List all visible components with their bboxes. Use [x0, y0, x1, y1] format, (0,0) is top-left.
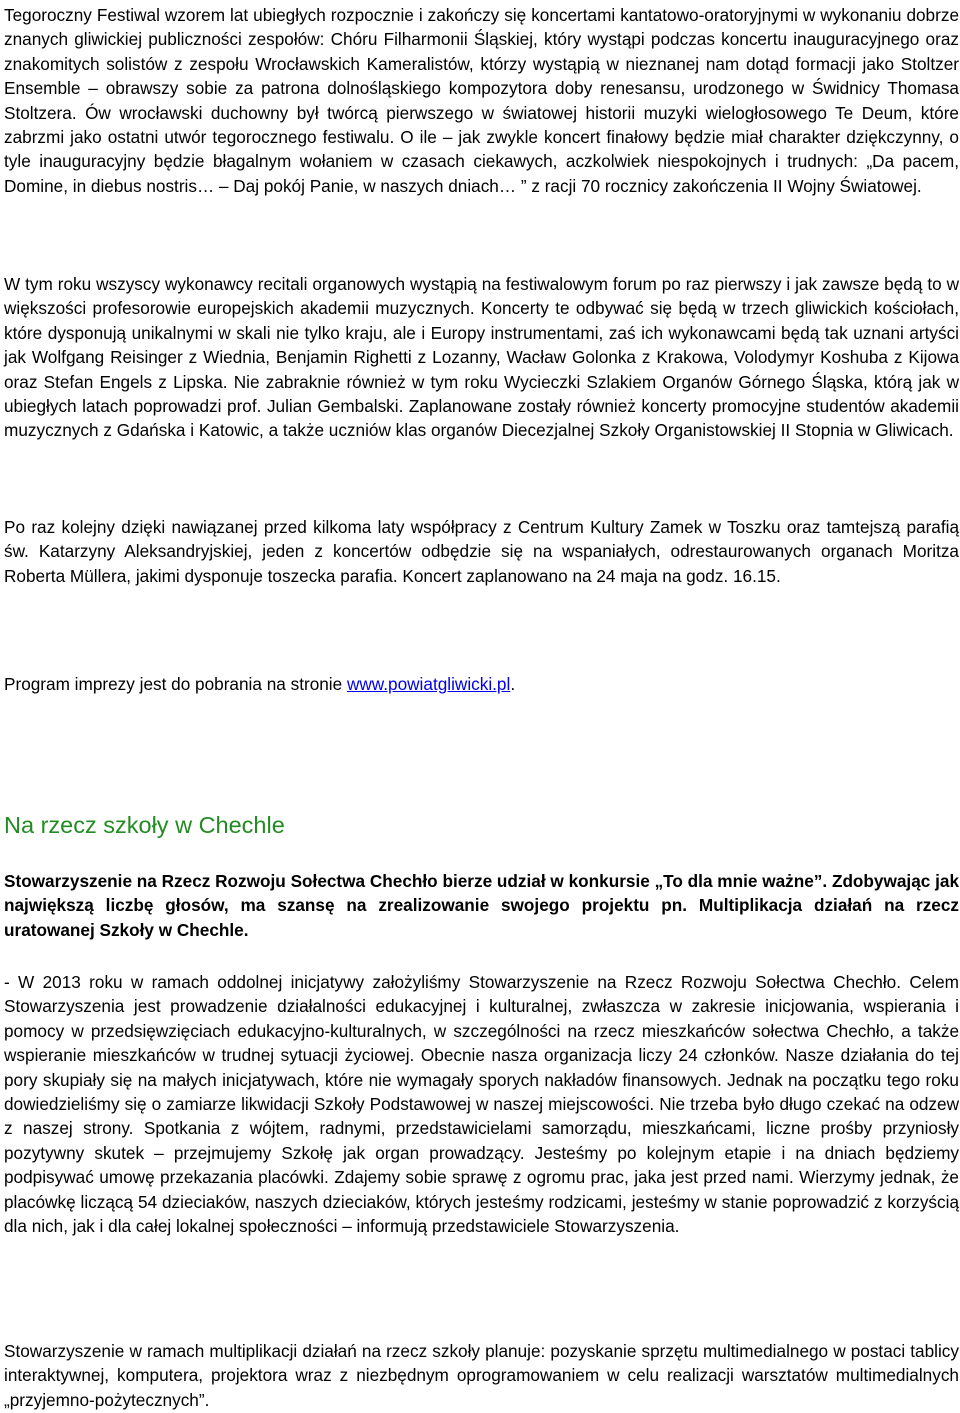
section-heading: Na rzecz szkoły w Chechle	[4, 812, 285, 838]
paragraph-organ-recitals: W tym roku wszyscy wykonawcy recitali organowych wystąpią na festiwalowym forum po raz pierwszy i jak zawsze będą to w większości profesorowie europejskich akademii muzycznych. Koncerty te odbywać się będą w trzech gliwickich kościołach, które dysponują unikalnymi w skali nie tylko kraju, ale i Europy instrumentami, zaś ich wykonawcami będą tak uznani artyści jak Wolfgang Reisinger z Wiednia, Benjamin Righetti z Lozanny, Wacław Golonka z Krakowa, Volodymyr Koshuba z Kijowa oraz Stefan Engels z Lipska. Nie zabraknie również w tym roku Wycieczki Szlakiem Organów Górnego Śląska, którą jak w ubiegłych latach poprowadzi prof. Julian Gembalski. Zaplanowane zostały również koncerty promocyjne studentów akademii muzycznych z Gdańska i Katowic, a także uczniów klas organów Diecezjalnej Szkoły Organistowskiej II Stopnia w Gliwicach.	[4, 274, 959, 441]
program-text: Program imprezy jest do pobrania na stronie	[4, 674, 347, 694]
program-end: .	[510, 674, 516, 694]
paragraph-association: - W 2013 roku w ramach oddolnej inicjatywy założyliśmy Stowarzyszenie na Rzecz Rozwoju Sołectwa Chechło. Celem Stowarzyszenia jest prowadzenie działalności edukacyjnej i kulturalnej, zwłaszcza w zakresie inicjowania, wspierania i pomocy w przedsięwzięciach edukacyjno-kulturalnych, w szczególności na rzecz mieszkańców sołectwa Chechło, a także wspieranie mieszkańców w trudnej sytuacji życiowej. Obecnie nasza organizacja liczy 24 członków. Nasze działania do tej pory skupiały się na małych inicjatywach, które nie wymagały sporych nakładów finansowych. Jednak na początku tego roku dowiedzieliśmy się o zamiarze likwidacji Szkoły Podstawowej w naszej miejscowości. Nie trzeba było długo czekać na odzew z naszej strony. Spotkania z wójtem, radnymi, przedstawicielami samorządu, mieszkańcami, liczne prośby przyniosły pozytywny skutek – przejmujemy Szkołę jak organ prowadzący. Jesteśmy po kolejnym etapie i na dniach będziemy podpisywać umowę przekazania placówki. Zdajemy sobie sprawę z ogromu prac, jaka jest przed nami. Wierzymy jednak, że placówkę liczącą 54 dzieciaków, naszych dzieciaków, których jesteśmy rodzicami, jesteśmy w stanie poprowadzić z korzyścią dla nich, jak i dla całej lokalnej społeczności – informują przedstawiciele Stowarzyszenia.	[4, 972, 959, 1237]
program-link[interactable]: www.powiatgliwicki.pl	[346, 674, 511, 694]
lead-paragraph: Stowarzyszenie na Rzecz Rozwoju Sołectwa Chechło bierze udział w konkursie „To dla mnie ważne”. Zdobywając jak największą liczbę głosów, ma szansę na zrealizowanie swojego projektu pn. Multiplikacja działań na rzecz uratowanej Szkoły w Chechle.	[4, 871, 959, 940]
paragraph-toszek-concert: Po raz kolejny dzięki nawiązanej przed kilkoma laty współpracy z Centrum Kultury Zamek w Toszku oraz tamtejszą parafią św. Katarzyny Aleksandryjskiej, jeden z koncertów odbędzie się na wspaniałych, odrestaurowanych organach Moritza Roberta Müllera, jakimi dysponuje toszecka parafia. Koncert zaplanowano na 24 maja na godz. 16.15.	[4, 517, 959, 586]
paragraph-multiplication-plan: Stowarzyszenie w ramach multiplikacji działań na rzecz szkoły planuje: pozyskanie sprzętu multimedialnego w postaci tablicy interaktywnej, komputera, projektora wraz z niezbędnym oprogramowaniem w celu realizacji warsztatów multimedialnych „przyjemno-pożytecznych”.	[4, 1341, 959, 1410]
program-download-line	[4, 672, 515, 696]
paragraph-festival-opening: Tegoroczny Festiwal wzorem lat ubiegłych rozpocznie i zakończy się koncertami kantatowo-oratoryjnymi w wykonaniu dobrze znanych gliwickiej publiczności zespołów: Chóru Filharmonii Śląskiej, który wystąpi podczas koncertu inauguracyjnego oraz znakomitych solistów z zespołu Wrocławskich Kameralistów, którzy wystąpią w nieznanej nam dotąd formacji jako Stoltzer Ensemble – obrawszy sobie za patrona dolnośląskiego kompozytora doby renesansu, urodzonego w Świdnicy Thomasa Stoltzera. Ów wrocławski duchowny był twórcą pierwszego w światowej historii muzyki wielogłosowego Te Deum, które zabrzmi jako ostatni utwór tegorocznego festiwalu. O ile – jak zwykle koncert finałowy będzie miał charakter dziękczynny, o tyle inauguracyjny będzie błagalnym wołaniem w czasach ciekawych, aczkolwiek niespokojnych i trudnych: „Da pacem, Domine, in diebus nostris… – Daj pokój Panie, w naszych dniach… ” z racji 70 rocznicy zakończenia II Wojny Światowej.	[4, 5, 959, 196]
